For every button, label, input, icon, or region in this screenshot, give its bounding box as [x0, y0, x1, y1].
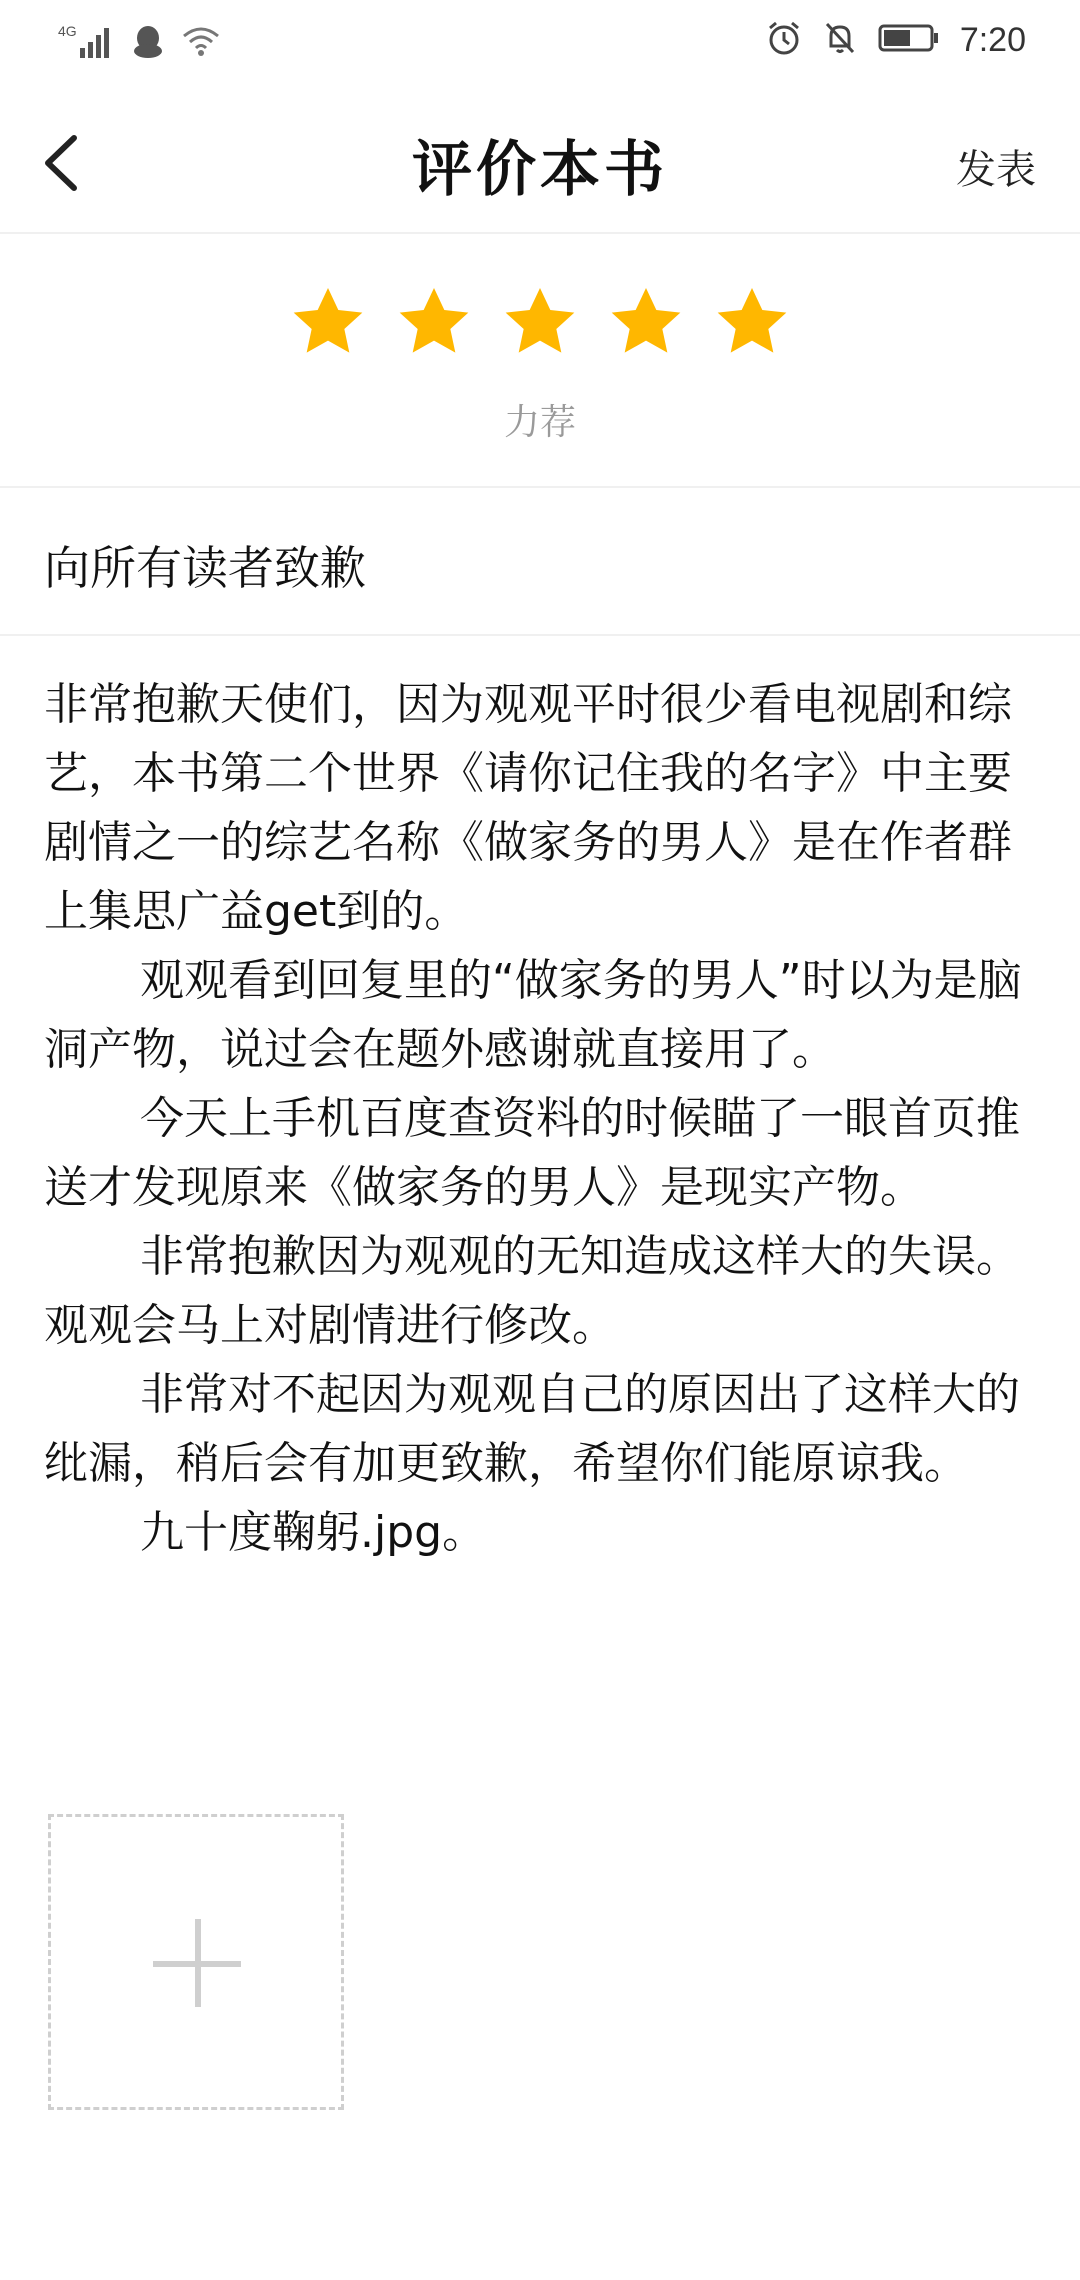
publish-button[interactable]: 发表	[956, 147, 1036, 193]
star-icon[interactable]	[394, 282, 474, 362]
review-paragraph: 非常抱歉因为观观的无知造成这样大的失误。观观会马上对剧情进行修改。	[44, 1231, 1020, 1351]
star-icon[interactable]	[606, 282, 686, 362]
review-paragraph: 非常对不起因为观观自己的原因出了这样大的纰漏，稍后会有加更致歉，希望你们能原谅我。	[44, 1369, 1020, 1489]
clock-time: 7:20	[959, 20, 1026, 59]
rating-section	[0, 234, 1080, 488]
status-bar	[0, 0, 1080, 92]
rating-label: 力荐	[503, 402, 576, 443]
signal-icon	[58, 22, 114, 66]
alarm-icon	[766, 20, 802, 60]
battery-icon	[878, 23, 940, 57]
mute-icon	[822, 20, 858, 60]
review-paragraph: 今天上手机百度查资料的时候瞄了一眼首页推送才发现原来《做家务的男人》是现实产物。	[44, 1093, 1020, 1213]
star-icon[interactable]	[500, 282, 580, 362]
wifi-icon	[182, 26, 220, 62]
nav-bar	[0, 92, 1080, 234]
qq-icon	[132, 24, 164, 64]
review-paragraph: 观观看到回复里的“做家务的男人”时以为是脑洞产物，说过会在题外感谢就直接用了。	[44, 955, 1022, 1075]
review-paragraph: 非常抱歉天使们，因为观观平时很少看电视剧和综艺，本书第二个世界《请你记住我的名字》中主要剧情之一的综艺名称《做家务的男人》是在作者群上集思广益get到的。	[44, 679, 1012, 937]
star-rating	[0, 282, 1080, 362]
review-title-row[interactable]	[0, 488, 1080, 636]
add-image-button[interactable]	[48, 1814, 344, 2110]
review-body-input[interactable]	[44, 670, 1044, 1567]
star-icon[interactable]	[288, 282, 368, 362]
review-title-input[interactable]: 向所有读者致歉	[44, 541, 366, 595]
page-title: 评价本书	[412, 135, 668, 205]
network-label: 4G	[58, 23, 77, 39]
review-paragraph: 九十度鞠躬.jpg。	[140, 1507, 487, 1558]
star-icon[interactable]	[712, 282, 792, 362]
